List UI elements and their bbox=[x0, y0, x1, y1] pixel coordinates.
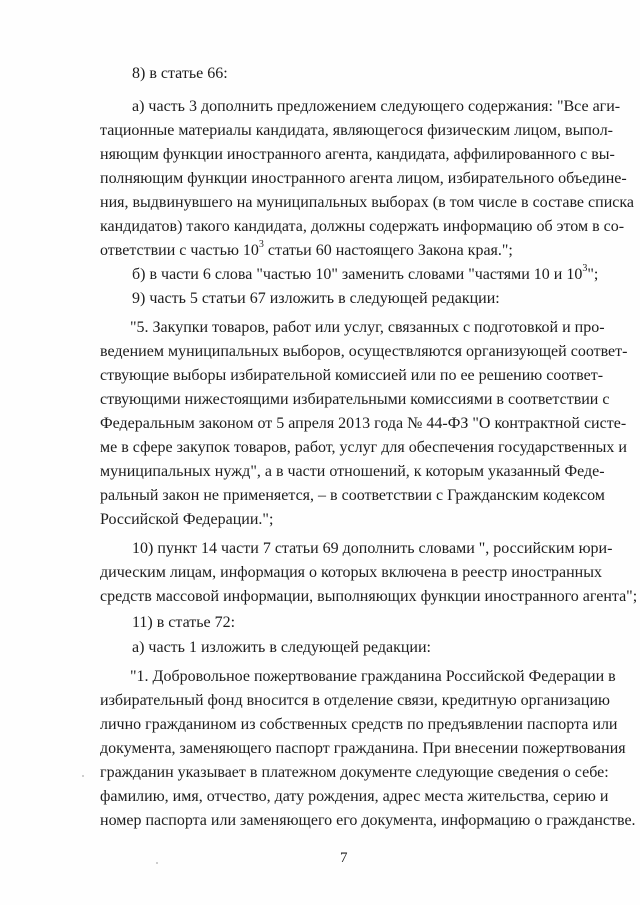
paragraph-line: "5. Закупки товаров, работ или услуг, связанных с подготовкой и про- bbox=[130, 319, 605, 336]
text-run: статьи 60 настоящего Закона края."; bbox=[263, 242, 513, 259]
paragraph-line bbox=[132, 262, 599, 285]
paragraph-line: средств массовой информации, выполняющих функции иностранного агента"; bbox=[100, 588, 638, 605]
paragraph-line: ведением муниципальных выборов, осуществляются организующей соответ- bbox=[100, 343, 628, 360]
paragraph-line: ствующие выборы избирательной комиссией или по ее решению соответ- bbox=[100, 367, 604, 384]
paragraph-line: избирательный фонд вносится в отделение связи, кредитную организацию bbox=[100, 692, 610, 709]
superscript: 3 bbox=[258, 238, 264, 250]
paragraph-line: муниципальных нужд", а в части отношений, к которым указанный Феде- bbox=[100, 463, 605, 480]
paragraph-line: дическим лицам, информация о которых включена в реестр иностранных bbox=[100, 564, 602, 581]
paragraph-line: ральный закон не применяется, – в соответствии с Гражданским кодексом bbox=[100, 487, 605, 504]
paragraph-line: ствующими нижестоящими избирательными комиссиями в соответствии с bbox=[100, 391, 610, 408]
paragraph-line: гражданин указывает в платежном документе следующие сведения о себе: bbox=[100, 764, 609, 781]
paragraph-line: тационные материалы кандидата, являющегося физическим лицом, выпол- bbox=[100, 122, 614, 139]
paragraph-line: 10) пункт 14 части 7 статьи 69 дополнить словами ", российским юри- bbox=[132, 540, 613, 557]
paragraph-line: документа, заменяющего паспорт гражданина. При внесении пожертвования bbox=[100, 740, 626, 757]
scan-speck bbox=[82, 775, 84, 777]
paragraph-line: а) часть 1 изложить в следующей редакции: bbox=[132, 639, 431, 656]
paragraph-line: ния, выдвинувшего на муниципальных выборах (в том числе в составе списка bbox=[100, 194, 634, 211]
superscript: 3 bbox=[582, 262, 588, 274]
paragraph-line: Российской Федерации."; bbox=[100, 511, 274, 528]
paragraph-line: номер паспорта или заменяющего его документа, информацию о гражданстве. bbox=[100, 812, 636, 829]
paragraph-line: няющим функции иностранного агента, кандидата, аффилированного с вы- bbox=[100, 146, 615, 163]
paragraph-line: а) часть 3 дополнить предложением следующего содержания: "Все аги- bbox=[132, 98, 621, 115]
paragraph-line: Федеральным законом от 5 апреля 2013 года № 44-ФЗ "О контрактной систе- bbox=[100, 415, 627, 432]
scan-speck bbox=[156, 862, 158, 864]
item-9-heading: 9) часть 5 статьи 67 изложить в следующей редакции: bbox=[132, 290, 500, 307]
text-run: б) в части 6 слова "частью 10" заменить словами "частями 10 и 10 bbox=[132, 266, 583, 283]
paragraph-line bbox=[100, 238, 513, 261]
text-run: "; bbox=[587, 266, 599, 283]
paragraph-line: ме в сфере закупок товаров, работ, услуг для обеспечения государственных и bbox=[100, 439, 627, 456]
paragraph-line: полняющим функции иностранного агента лицом, избирательного объедине- bbox=[100, 170, 627, 187]
paragraph-line: "1. Добровольное пожертвование гражданина Российской Федерации в bbox=[130, 668, 616, 685]
item-8-heading: 8) в статье 66: bbox=[132, 65, 228, 82]
text-run: ответствии с частью 10 bbox=[100, 242, 259, 259]
paragraph-line: лично гражданином из собственных средств по предъявлении паспорта или bbox=[100, 716, 618, 733]
item-11-heading: 11) в статье 72: bbox=[132, 614, 236, 631]
paragraph-line: фамилию, имя, отчество, дату рождения, адрес места жительства, серию и bbox=[100, 788, 609, 805]
page-number: 7 bbox=[340, 850, 348, 866]
paragraph-line: кандидатов) такого кандидата, должны содержать информацию об этом в со- bbox=[100, 218, 625, 235]
